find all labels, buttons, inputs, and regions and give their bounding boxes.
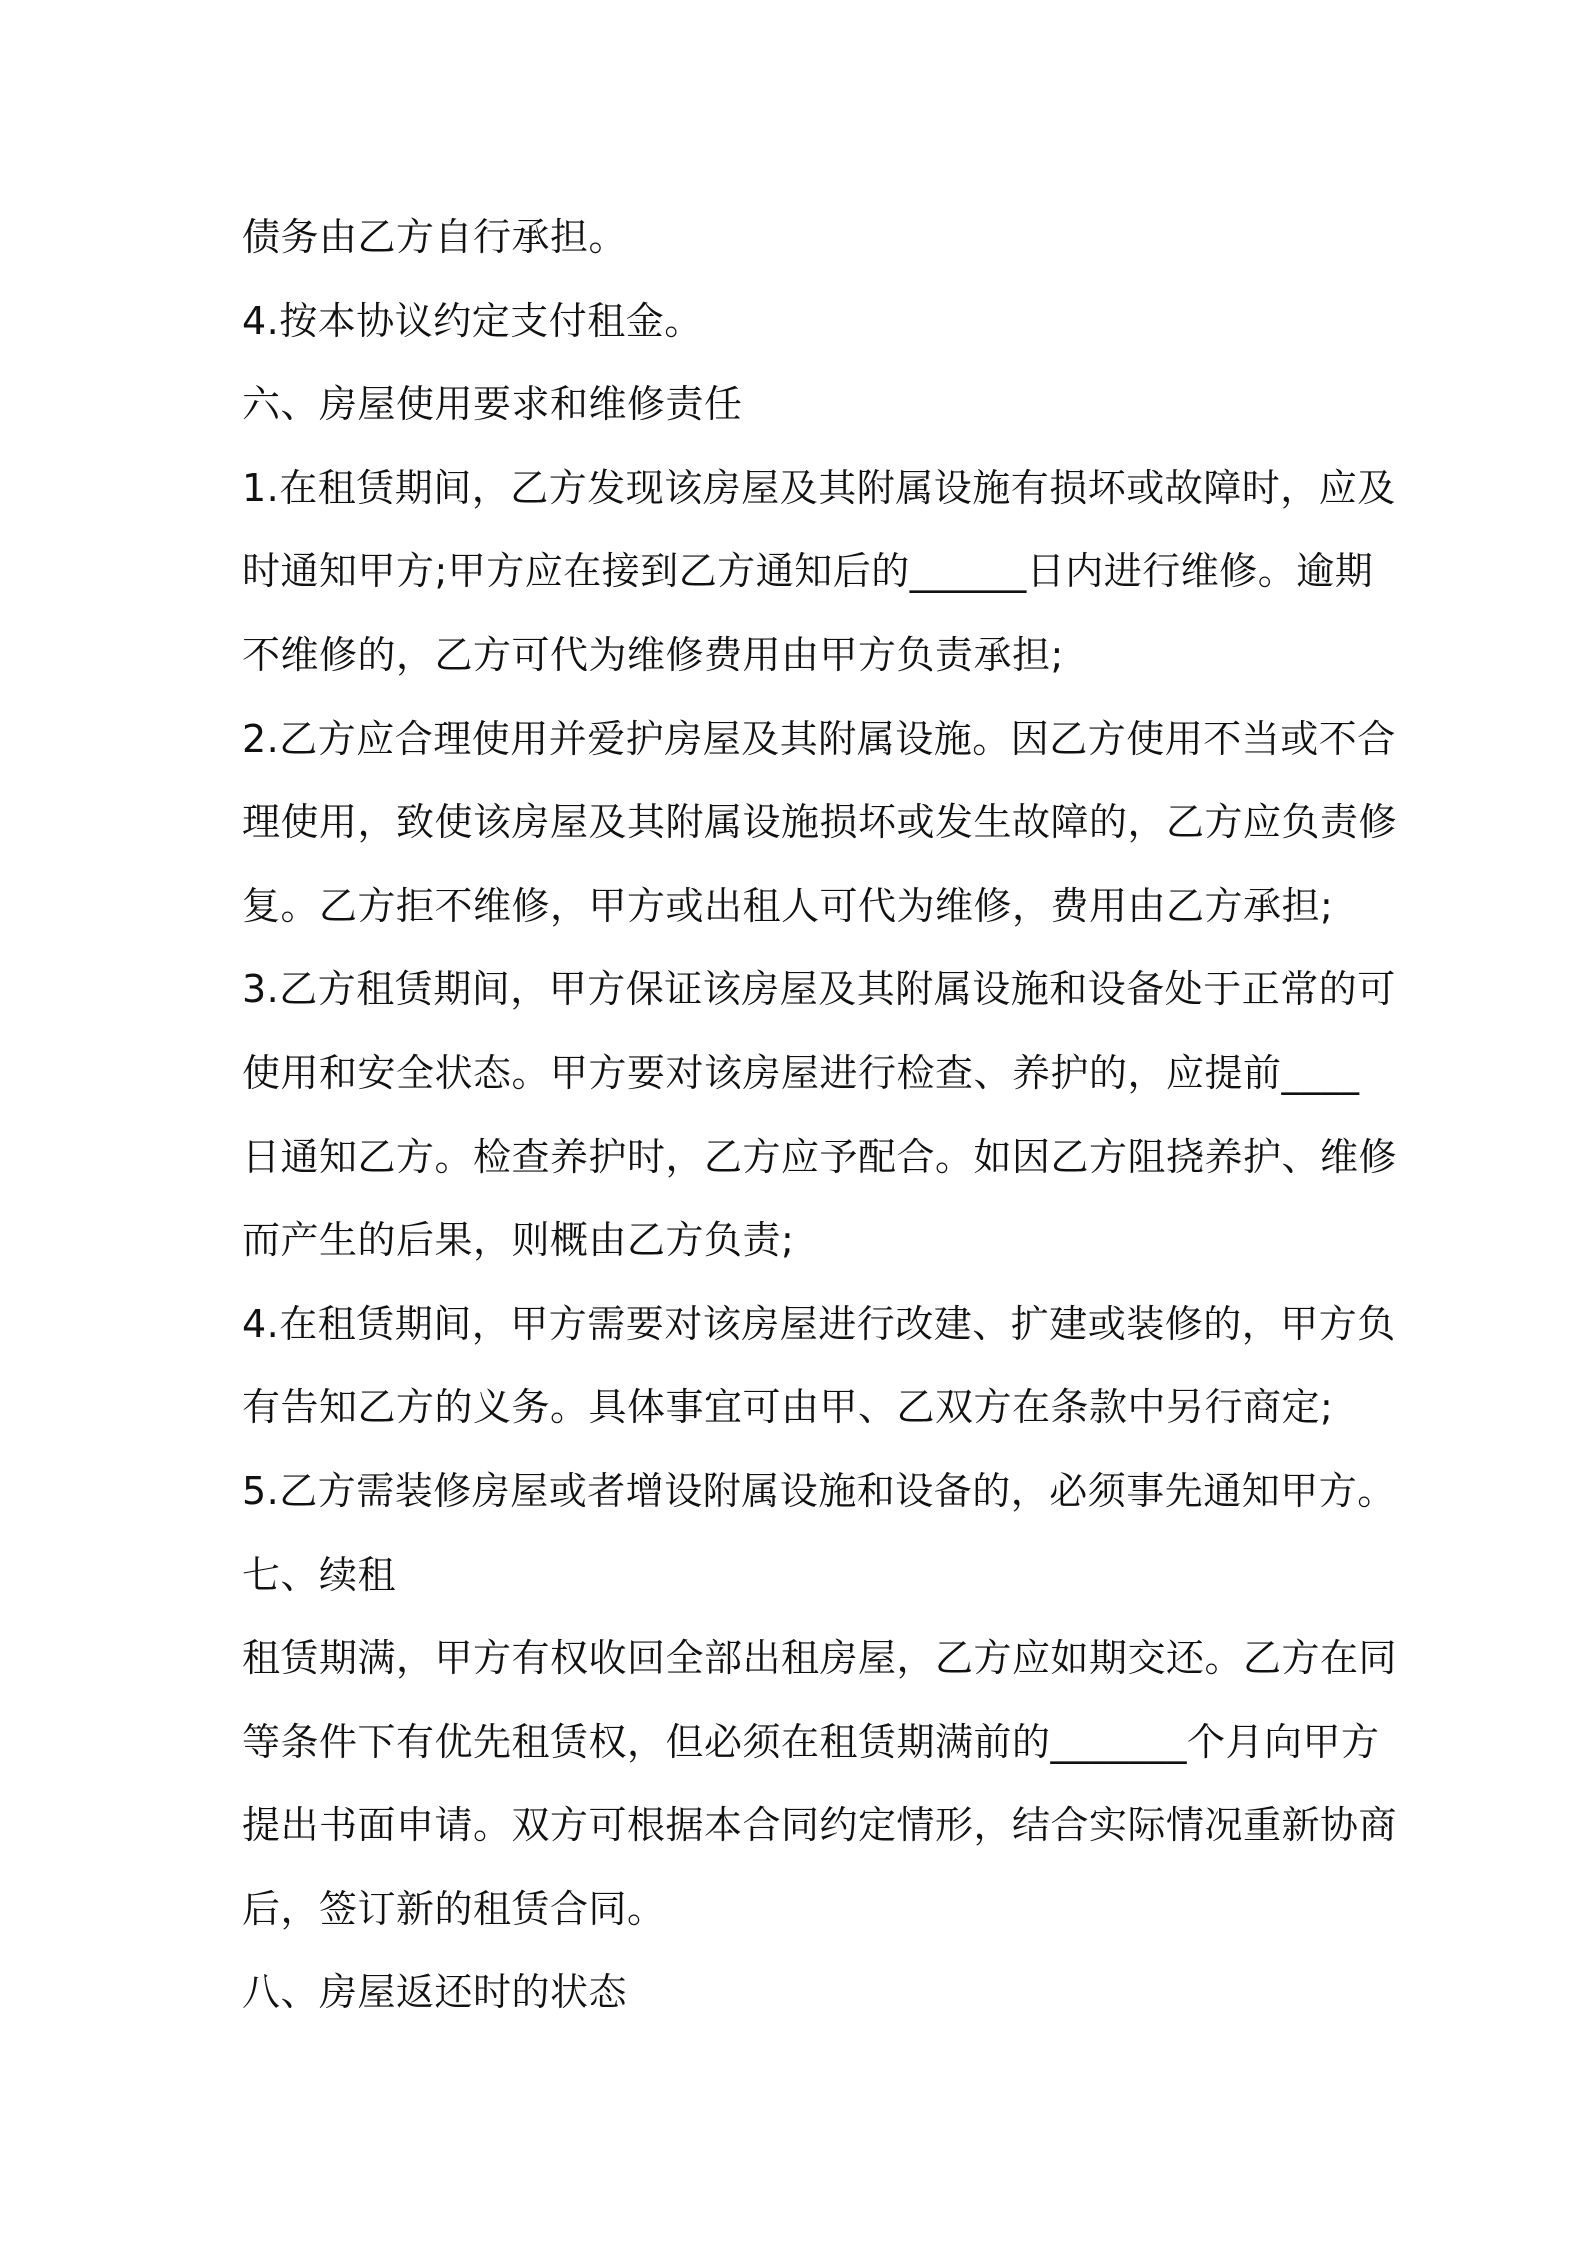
text-line: 3.乙方租赁期间，甲方保证该房屋及其附属设施和设备处于正常的可 bbox=[242, 967, 1396, 1012]
section-heading: 八、房屋返还时的状态 bbox=[242, 1970, 628, 2015]
section-heading: 六、房屋使用要求和维修责任 bbox=[242, 382, 743, 427]
text-line: 债务由乙方自行承担。 bbox=[242, 215, 628, 259]
text-line: 有告知乙方的义务。具体事宜可由甲、乙双方在条款中另行商定; bbox=[242, 1385, 1334, 1430]
text-line: 复。乙方拒不维修，甲方或出租人可代为维修，费用由乙方承担; bbox=[242, 883, 1334, 928]
text-line: 提出书面申请。双方可根据本合同约定情形，结合实际情况重新协商 bbox=[242, 1803, 1398, 1848]
text-line: 等条件下有优先租赁权，但必须在租赁期满前的_______个月向甲方 bbox=[242, 1719, 1380, 1764]
text-line: 后，签订新的租赁合同。 bbox=[242, 1886, 666, 1931]
text-line: 而产生的后果，则概由乙方负责; bbox=[242, 1218, 795, 1263]
text-line: 4.按本协议约定支付租金。 bbox=[242, 298, 703, 343]
text-line: 使用和安全状态。甲方要对该房屋进行检查、养护的，应提前____ bbox=[242, 1050, 1360, 1095]
text-line: 日通知乙方。检查养护时，乙方应予配合。如因乙方阻挠养护、维修 bbox=[242, 1134, 1398, 1179]
text-line: 1.在租赁期间，乙方发现该房屋及其附属设施有损坏或故障时，应及 bbox=[242, 465, 1396, 510]
section-heading: 七、续租 bbox=[242, 1552, 397, 1597]
text-line: 租赁期满，甲方有权收回全部出租房屋，乙方应如期交还。乙方在同 bbox=[242, 1636, 1398, 1681]
text-line: 时通知甲方;甲方应在接到乙方通知后的______日内进行维修。逾期 bbox=[242, 549, 1374, 594]
text-line: 5.乙方需装修房屋或者增设附属设施和设备的，必须事先通知甲方。 bbox=[242, 1468, 1396, 1513]
text-line: 理使用，致使该房屋及其附属设施损坏或发生故障的，乙方应负责修 bbox=[242, 800, 1398, 845]
document-body bbox=[242, 196, 1398, 2035]
text-line: 不维修的，乙方可代为维修费用由甲方负责承担; bbox=[242, 632, 1064, 677]
text-line: 2.乙方应合理使用并爱护房屋及其附属设施。因乙方使用不当或不合 bbox=[242, 716, 1396, 761]
text-line: 4.在租赁期间，甲方需要对该房屋进行改建、扩建或装修的，甲方负 bbox=[242, 1301, 1396, 1346]
